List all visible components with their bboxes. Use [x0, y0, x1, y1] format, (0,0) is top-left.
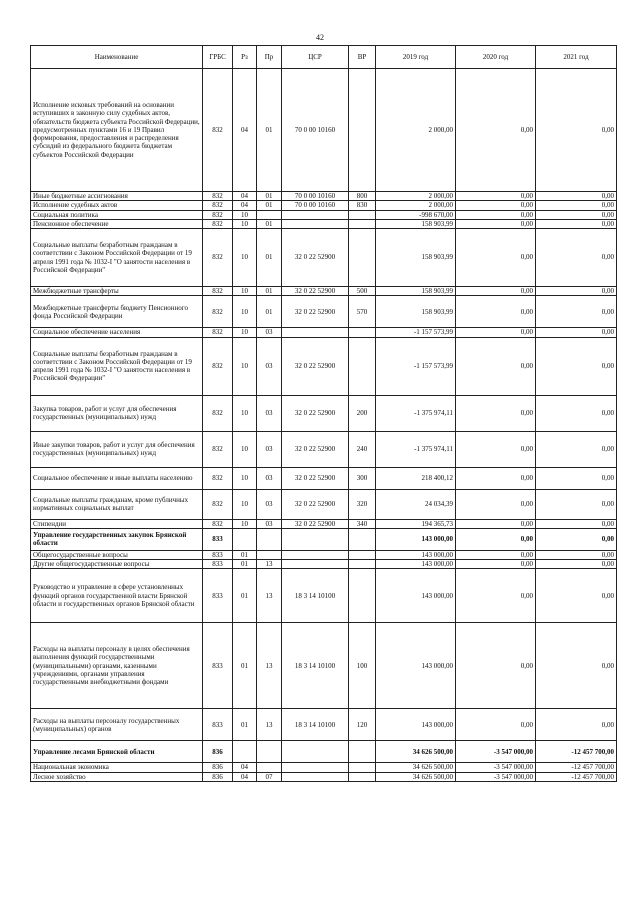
row-2020: 0,00: [456, 328, 536, 337]
row-name: Социальное обеспечение и иные выплаты населению: [31, 467, 203, 489]
row-vr: 570: [349, 296, 376, 328]
row-vr: [349, 528, 376, 550]
row-rz: 01: [233, 623, 257, 709]
row-2021: 0,00: [536, 229, 617, 287]
row-pr: 01: [257, 287, 282, 296]
row-vr: [349, 229, 376, 287]
row-pr: 03: [257, 519, 282, 528]
table-row: [31, 709, 617, 741]
row-name: Иные закупки товаров, работ и услуг для обеспечения государственных (муниципальных) нужд: [31, 431, 203, 467]
row-grbs: 832: [203, 287, 233, 296]
table-row: [31, 623, 617, 709]
row-vr: [349, 328, 376, 337]
row-2019: 143 000,00: [376, 550, 456, 559]
page-number: 42: [316, 33, 324, 42]
row-2020: 0,00: [456, 69, 536, 192]
row-csr: [282, 219, 349, 228]
row-pr: 01: [257, 296, 282, 328]
table-header-row: [31, 46, 617, 69]
row-csr: 32 0 22 52900: [282, 489, 349, 519]
row-pr: 13: [257, 709, 282, 741]
row-pr: 01: [257, 192, 282, 201]
row-grbs: 833: [203, 623, 233, 709]
row-2019: 158 903,99: [376, 229, 456, 287]
row-2021: 0,00: [536, 550, 617, 559]
row-pr: 01: [257, 69, 282, 192]
row-grbs: 832: [203, 219, 233, 228]
row-2020: 0,00: [456, 528, 536, 550]
row-vr: [349, 69, 376, 192]
row-2020: 0,00: [456, 395, 536, 431]
table-row: [31, 395, 617, 431]
row-vr: 340: [349, 519, 376, 528]
row-name: Иные бюджетные ассигнования: [31, 192, 203, 201]
row-rz: 10: [233, 395, 257, 431]
row-2020: 0,00: [456, 560, 536, 569]
col-header-2019: 2019 год: [376, 46, 456, 69]
row-csr: 18 3 14 10100: [282, 623, 349, 709]
row-2019: -998 670,00: [376, 210, 456, 219]
row-vr: 800: [349, 192, 376, 201]
row-pr: 03: [257, 395, 282, 431]
row-csr: 32 0 22 52900: [282, 395, 349, 431]
table-row: [31, 550, 617, 559]
row-2019: 24 034,39: [376, 489, 456, 519]
row-grbs: 833: [203, 550, 233, 559]
col-header-rz: Рз: [233, 46, 257, 69]
row-csr: [282, 560, 349, 569]
row-vr: [349, 741, 376, 763]
row-2021: 0,00: [536, 489, 617, 519]
row-2020: 0,00: [456, 296, 536, 328]
row-vr: 120: [349, 709, 376, 741]
row-name: Социальные выплаты безработным гражданам в соответствии с Законом Российской Федерации от 19 апреля 1991 года № 1032-I "О занятости населения в Российской Федерации": [31, 229, 203, 287]
row-2020: 0,00: [456, 519, 536, 528]
row-2021: 0,00: [536, 709, 617, 741]
row-vr: [349, 219, 376, 228]
row-name: Управление государственных закупок Брянской области: [31, 528, 203, 550]
row-grbs: 832: [203, 467, 233, 489]
row-pr: 13: [257, 569, 282, 623]
row-2019: 158 903,99: [376, 219, 456, 228]
table-row: [31, 328, 617, 337]
row-vr: 500: [349, 287, 376, 296]
row-2021: 0,00: [536, 210, 617, 219]
row-name: Стипендии: [31, 519, 203, 528]
table-row: [31, 296, 617, 328]
row-csr: [282, 763, 349, 772]
row-grbs: 832: [203, 395, 233, 431]
row-pr: [257, 763, 282, 772]
row-csr: 18 3 14 10100: [282, 569, 349, 623]
table-row: [31, 560, 617, 569]
row-2020: 0,00: [456, 489, 536, 519]
row-2021: 0,00: [536, 528, 617, 550]
row-name: Другие общегосударственные вопросы: [31, 560, 203, 569]
row-2020: 0,00: [456, 337, 536, 395]
row-grbs: 833: [203, 569, 233, 623]
row-vr: [349, 763, 376, 772]
row-grbs: 832: [203, 328, 233, 337]
row-2019: -1 157 573,99: [376, 337, 456, 395]
row-2020: 0,00: [456, 192, 536, 201]
row-name: Социальные выплаты гражданам, кроме публичных нормативных социальных выплат: [31, 489, 203, 519]
row-name: Лесное хозяйство: [31, 772, 203, 781]
row-2019: 218 400,12: [376, 467, 456, 489]
row-grbs: 832: [203, 229, 233, 287]
row-csr: [282, 741, 349, 763]
row-2019: -1 375 974,11: [376, 431, 456, 467]
row-grbs: 833: [203, 709, 233, 741]
row-2021: 0,00: [536, 519, 617, 528]
row-2021: 0,00: [536, 395, 617, 431]
row-2020: 0,00: [456, 219, 536, 228]
row-vr: [349, 569, 376, 623]
row-2020: 0,00: [456, 623, 536, 709]
row-rz: 10: [233, 296, 257, 328]
row-name: Социальные выплаты безработным гражданам в соответствии с Законом Российской Федерации от 19 апреля 1991 года № 1032-I "О занятости населения в Российской Федерации": [31, 337, 203, 395]
table-row: [31, 528, 617, 550]
col-header-grbs: ГРБС: [203, 46, 233, 69]
row-csr: 32 0 22 52900: [282, 467, 349, 489]
budget-table: [30, 45, 617, 782]
row-grbs: 836: [203, 772, 233, 781]
row-2019: 194 365,73: [376, 519, 456, 528]
row-pr: [257, 210, 282, 219]
row-rz: 04: [233, 69, 257, 192]
table-row: [31, 219, 617, 228]
col-header-name: Наименование: [31, 46, 203, 69]
row-grbs: 832: [203, 337, 233, 395]
table-row: [31, 192, 617, 201]
row-2021: 0,00: [536, 569, 617, 623]
row-vr: [349, 210, 376, 219]
row-vr: [349, 337, 376, 395]
table-row: [31, 467, 617, 489]
row-rz: 10: [233, 519, 257, 528]
row-name: Расходы на выплаты персоналу государственных (муниципальных) органов: [31, 709, 203, 741]
row-name: Национальная экономика: [31, 763, 203, 772]
row-rz: 10: [233, 287, 257, 296]
row-2020: -3 547 000,00: [456, 741, 536, 763]
row-2021: 0,00: [536, 623, 617, 709]
row-rz: [233, 741, 257, 763]
row-name: Социальное обеспечение населения: [31, 328, 203, 337]
row-rz: 10: [233, 337, 257, 395]
table-body: [31, 69, 617, 782]
row-rz: 10: [233, 489, 257, 519]
row-name: Руководство и управление в сфере установленных функций органов государственной власти Брянской области и государственных органов Брянской области: [31, 569, 203, 623]
row-pr: 01: [257, 229, 282, 287]
row-2020: 0,00: [456, 201, 536, 210]
row-2019: 34 626 500,00: [376, 772, 456, 781]
row-csr: 32 0 22 52900: [282, 229, 349, 287]
row-csr: 32 0 22 52900: [282, 296, 349, 328]
row-2021: 0,00: [536, 560, 617, 569]
row-pr: [257, 741, 282, 763]
row-pr: 03: [257, 489, 282, 519]
col-header-pr: Пр: [257, 46, 282, 69]
row-rz: 04: [233, 192, 257, 201]
row-name: Исполнение исковых требований на основании вступивших в законную силу судебных актов, обязательств бюджета субъекта Российской Федерации, предусмотренных пунктами 16 и 19 Правил формирования, предоставления и распределения субсидий из федерального бюджета бюджетам субъектов Российской Федерации: [31, 69, 203, 192]
table-row: [31, 741, 617, 763]
row-rz: 04: [233, 763, 257, 772]
row-2021: 0,00: [536, 431, 617, 467]
row-csr: [282, 328, 349, 337]
row-name: Социальная политика: [31, 210, 203, 219]
row-2020: -3 547 000,00: [456, 772, 536, 781]
row-rz: 10: [233, 431, 257, 467]
row-csr: 70 0 00 10160: [282, 192, 349, 201]
table-row: [31, 201, 617, 210]
row-grbs: 832: [203, 489, 233, 519]
col-header-2020: 2020 год: [456, 46, 536, 69]
row-csr: 32 0 22 52900: [282, 519, 349, 528]
row-csr: [282, 550, 349, 559]
row-name: Расходы на выплаты персоналу в целях обеспечения выполнения функций государственными (муниципальными) органами, казенными учреждениями, органами управления государственными внебюджетными фондами: [31, 623, 203, 709]
row-pr: 03: [257, 328, 282, 337]
row-csr: 18 3 14 10100: [282, 709, 349, 741]
row-2020: 0,00: [456, 210, 536, 219]
row-rz: 10: [233, 210, 257, 219]
row-grbs: 832: [203, 210, 233, 219]
row-csr: 32 0 22 52900: [282, 431, 349, 467]
row-grbs: 832: [203, 519, 233, 528]
row-2021: -12 457 700,00: [536, 763, 617, 772]
table-row: [31, 229, 617, 287]
table-row: [31, 569, 617, 623]
row-name: Межбюджетные трансферты бюджету Пенсионного фонда Российской Федерации: [31, 296, 203, 328]
row-grbs: 832: [203, 296, 233, 328]
row-name: Пенсионное обеспечение: [31, 219, 203, 228]
row-csr: [282, 528, 349, 550]
row-csr: 32 0 22 52900: [282, 337, 349, 395]
row-csr: 70 0 00 10160: [282, 69, 349, 192]
row-2019: 2 000,00: [376, 69, 456, 192]
row-grbs: 836: [203, 741, 233, 763]
row-vr: 240: [349, 431, 376, 467]
row-2019: 143 000,00: [376, 623, 456, 709]
row-name: Управление лесами Брянской области: [31, 741, 203, 763]
table-row: [31, 489, 617, 519]
table-row: [31, 337, 617, 395]
row-vr: 830: [349, 201, 376, 210]
row-2021: -12 457 700,00: [536, 741, 617, 763]
table-row: [31, 763, 617, 772]
row-pr: 03: [257, 431, 282, 467]
row-grbs: 832: [203, 69, 233, 192]
row-vr: 300: [349, 467, 376, 489]
row-2021: 0,00: [536, 219, 617, 228]
row-2021: 0,00: [536, 296, 617, 328]
row-vr: [349, 772, 376, 781]
row-2021: 0,00: [536, 337, 617, 395]
row-2019: 143 000,00: [376, 569, 456, 623]
row-vr: 100: [349, 623, 376, 709]
row-grbs: 836: [203, 763, 233, 772]
row-2019: 143 000,00: [376, 560, 456, 569]
row-vr: [349, 560, 376, 569]
row-grbs: 833: [203, 528, 233, 550]
row-2020: 0,00: [456, 467, 536, 489]
row-2020: 0,00: [456, 709, 536, 741]
row-2020: 0,00: [456, 287, 536, 296]
row-vr: 200: [349, 395, 376, 431]
table-row: [31, 431, 617, 467]
row-vr: 320: [349, 489, 376, 519]
row-2021: 0,00: [536, 201, 617, 210]
row-rz: 01: [233, 550, 257, 559]
row-2019: -1 157 573,99: [376, 328, 456, 337]
col-header-vr: ВР: [349, 46, 376, 69]
row-rz: 10: [233, 219, 257, 228]
row-csr: 32 0 22 52900: [282, 287, 349, 296]
row-2021: 0,00: [536, 328, 617, 337]
row-2019: 2 000,00: [376, 192, 456, 201]
row-2019: 143 000,00: [376, 528, 456, 550]
row-2019: -1 375 974,11: [376, 395, 456, 431]
row-rz: [233, 528, 257, 550]
row-rz: 01: [233, 709, 257, 741]
row-pr: 07: [257, 772, 282, 781]
row-pr: 03: [257, 467, 282, 489]
row-rz: 10: [233, 467, 257, 489]
row-rz: 10: [233, 328, 257, 337]
row-csr: [282, 772, 349, 781]
row-pr: 01: [257, 219, 282, 228]
table-row: [31, 772, 617, 781]
col-header-2021: 2021 год: [536, 46, 617, 69]
row-rz: 04: [233, 201, 257, 210]
row-grbs: 832: [203, 201, 233, 210]
row-vr: [349, 550, 376, 559]
table-row: [31, 287, 617, 296]
row-2020: 0,00: [456, 229, 536, 287]
row-2020: 0,00: [456, 550, 536, 559]
row-2019: 34 626 500,00: [376, 741, 456, 763]
row-csr: 70 0 00 10160: [282, 201, 349, 210]
row-csr: [282, 210, 349, 219]
row-2019: 143 000,00: [376, 709, 456, 741]
row-rz: 10: [233, 229, 257, 287]
row-2021: 0,00: [536, 192, 617, 201]
row-2021: 0,00: [536, 467, 617, 489]
row-pr: [257, 528, 282, 550]
row-name: Общегосударственные вопросы: [31, 550, 203, 559]
table-row: [31, 519, 617, 528]
row-name: Закупка товаров, работ и услуг для обеспечения государственных (муниципальных) нужд: [31, 395, 203, 431]
row-rz: 04: [233, 772, 257, 781]
table-row: [31, 69, 617, 192]
row-2021: -12 457 700,00: [536, 772, 617, 781]
row-2019: 2 000,00: [376, 201, 456, 210]
row-name: Исполнение судебных актов: [31, 201, 203, 210]
col-header-csr: ЦСР: [282, 46, 349, 69]
row-pr: 13: [257, 560, 282, 569]
row-pr: [257, 550, 282, 559]
row-grbs: 832: [203, 431, 233, 467]
row-2019: 34 626 500,00: [376, 763, 456, 772]
row-2020: 0,00: [456, 431, 536, 467]
row-rz: 01: [233, 569, 257, 623]
row-pr: 03: [257, 337, 282, 395]
row-grbs: 833: [203, 560, 233, 569]
row-2021: 0,00: [536, 69, 617, 192]
row-2020: -3 547 000,00: [456, 763, 536, 772]
row-grbs: 832: [203, 192, 233, 201]
row-pr: 01: [257, 201, 282, 210]
row-2019: 158 903,99: [376, 296, 456, 328]
row-2019: 158 903,99: [376, 287, 456, 296]
row-pr: 13: [257, 623, 282, 709]
row-2021: 0,00: [536, 287, 617, 296]
row-rz: 01: [233, 560, 257, 569]
row-name: Межбюджетные трансферты: [31, 287, 203, 296]
row-2020: 0,00: [456, 569, 536, 623]
table-row: [31, 210, 617, 219]
